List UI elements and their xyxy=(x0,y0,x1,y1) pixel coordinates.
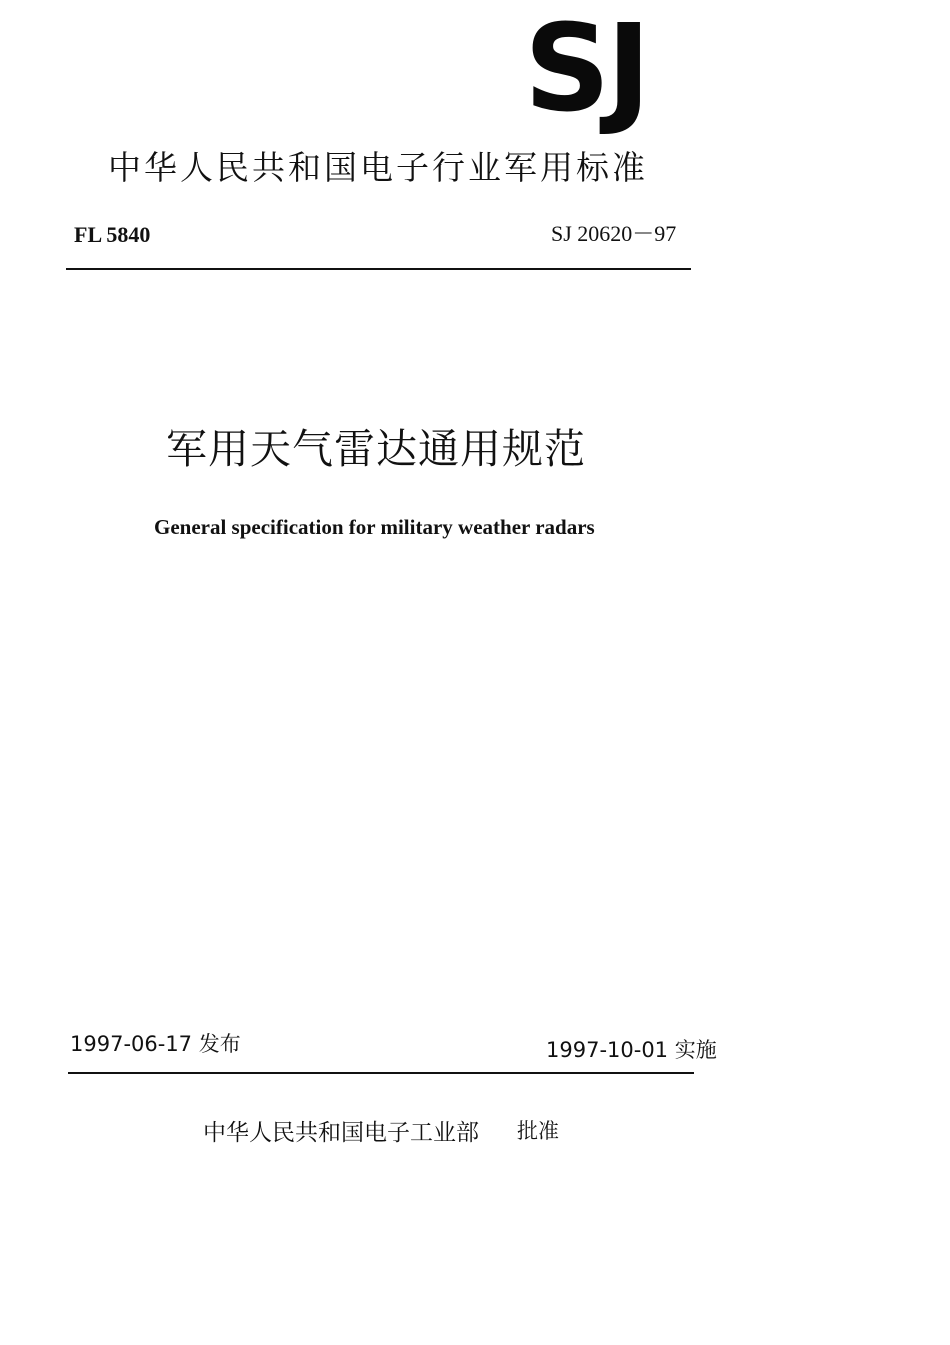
standard-number: SJ 20620－97 xyxy=(551,221,677,246)
implementation-date: 1997-10-01 实施 xyxy=(546,1038,717,1062)
org-title: 中华人民共和国电子行业军用标准 xyxy=(108,148,648,187)
document-title-cn: 军用天气雷达通用规范 xyxy=(166,425,586,473)
issue-date: 1997-06-17 发布 xyxy=(70,1032,241,1056)
top-divider xyxy=(66,268,691,270)
sj-logo: SJ xyxy=(524,0,648,139)
approving-authority: 中华人民共和国电子工业部 xyxy=(203,1120,479,1146)
bottom-divider xyxy=(68,1072,694,1074)
approval-label: 批准 xyxy=(517,1119,559,1143)
document-title-en: General specification for military weather radars xyxy=(154,515,595,539)
classification-code: FL 5840 xyxy=(74,222,151,247)
